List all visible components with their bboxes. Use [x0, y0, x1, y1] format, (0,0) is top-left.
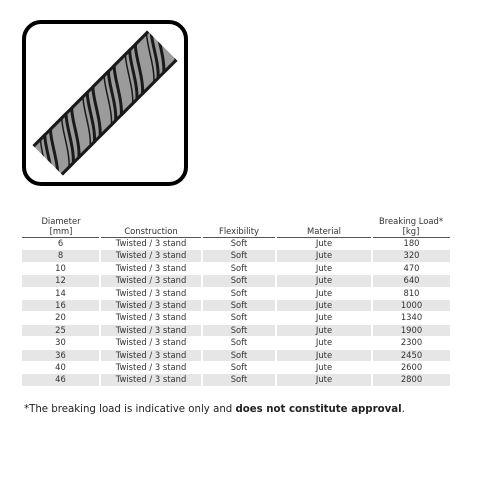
cell-construction: Twisted / 3 stand: [100, 324, 202, 336]
table-row: [22, 275, 450, 287]
table-row: [22, 300, 450, 312]
cell-diameter: 8: [22, 250, 100, 262]
cell-material: Jute: [276, 337, 372, 349]
cell-material: Jute: [276, 349, 372, 361]
cell-construction: Twisted / 3 stand: [100, 349, 202, 361]
twisted-rope-icon: [22, 20, 188, 186]
cell-breaking-load: 1900: [372, 324, 450, 336]
table-row: [22, 324, 450, 336]
cell-diameter: 6: [22, 238, 100, 250]
cell-flexibility: Soft: [202, 262, 276, 274]
cell-flexibility: Soft: [202, 250, 276, 262]
cell-construction: Twisted / 3 stand: [100, 250, 202, 262]
cell-breaking-load: 2300: [372, 337, 450, 349]
cell-breaking-load: 2800: [372, 374, 450, 386]
cell-construction: Twisted / 3 stand: [100, 300, 202, 312]
cell-breaking-load: 810: [372, 287, 450, 299]
cell-breaking-load: 640: [372, 275, 450, 287]
cell-breaking-load: 1340: [372, 312, 450, 324]
cell-material: Jute: [276, 287, 372, 299]
cell-flexibility: Soft: [202, 349, 276, 361]
cell-material: Jute: [276, 300, 372, 312]
cell-diameter: 16: [22, 300, 100, 312]
cell-flexibility: Soft: [202, 238, 276, 250]
table-row: [22, 250, 450, 262]
table-row: [22, 287, 450, 299]
cell-flexibility: Soft: [202, 337, 276, 349]
cell-flexibility: Soft: [202, 362, 276, 374]
cell-construction: Twisted / 3 stand: [100, 287, 202, 299]
cell-diameter: 40: [22, 362, 100, 374]
cell-construction: Twisted / 3 stand: [100, 262, 202, 274]
header-material: Material: [276, 216, 372, 238]
cell-flexibility: Soft: [202, 300, 276, 312]
cell-construction: Twisted / 3 stand: [100, 275, 202, 287]
cell-breaking-load: 1000: [372, 300, 450, 312]
table-row: [22, 262, 450, 274]
cell-diameter: 14: [22, 287, 100, 299]
cell-construction: Twisted / 3 stand: [100, 362, 202, 374]
table-row: [22, 349, 450, 361]
cell-construction: Twisted / 3 stand: [100, 312, 202, 324]
cell-breaking-load: 2450: [372, 349, 450, 361]
cell-diameter: 20: [22, 312, 100, 324]
cell-flexibility: Soft: [202, 374, 276, 386]
cell-diameter: 10: [22, 262, 100, 274]
cell-material: Jute: [276, 250, 372, 262]
cell-flexibility: Soft: [202, 312, 276, 324]
table-row: [22, 362, 450, 374]
footnote-text: *The breaking load is indicative only and: [24, 404, 236, 415]
cell-construction: Twisted / 3 stand: [100, 374, 202, 386]
cell-diameter: 25: [22, 324, 100, 336]
cell-breaking-load: 2600: [372, 362, 450, 374]
cell-material: Jute: [276, 374, 372, 386]
table-row: [22, 238, 450, 250]
cell-breaking-load: 470: [372, 262, 450, 274]
header-construction: Construction: [100, 216, 202, 238]
table-row: [22, 312, 450, 324]
footnote-emphasis: does not constitute approval: [235, 404, 402, 415]
cell-flexibility: Soft: [202, 287, 276, 299]
cell-breaking-load: 180: [372, 238, 450, 250]
cell-flexibility: Soft: [202, 275, 276, 287]
cell-material: Jute: [276, 362, 372, 374]
header-diameter: Diameter [mm]: [22, 216, 100, 238]
cell-material: Jute: [276, 312, 372, 324]
header-flexibility: Flexibility: [202, 216, 276, 238]
footnote-end: .: [401, 404, 405, 415]
table-header-row: [22, 216, 450, 238]
specification-table: [22, 216, 450, 387]
cell-diameter: 46: [22, 374, 100, 386]
cell-diameter: 36: [22, 349, 100, 361]
cell-breaking-load: 320: [372, 250, 450, 262]
table-row: [22, 337, 450, 349]
cell-diameter: 12: [22, 275, 100, 287]
cell-construction: Twisted / 3 stand: [100, 337, 202, 349]
cell-construction: Twisted / 3 stand: [100, 238, 202, 250]
cell-flexibility: Soft: [202, 324, 276, 336]
cell-material: Jute: [276, 275, 372, 287]
cell-diameter: 30: [22, 337, 100, 349]
breaking-load-footnote: [24, 404, 405, 415]
table-row: [22, 374, 450, 386]
cell-material: Jute: [276, 238, 372, 250]
cell-material: Jute: [276, 324, 372, 336]
cell-material: Jute: [276, 262, 372, 274]
header-breaking-load: Breaking Load* [kg]: [372, 216, 450, 238]
